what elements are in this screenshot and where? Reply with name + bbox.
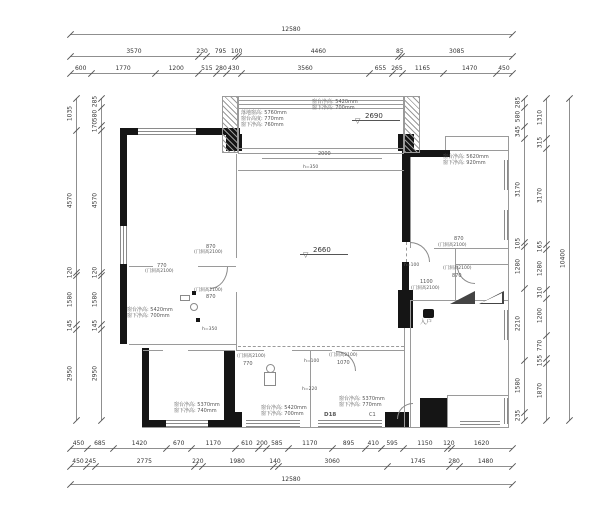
- dim-top-row2-value: 100: [230, 48, 243, 55]
- dim-top-row3-value: 515: [201, 65, 213, 72]
- dashed-line: [406, 242, 407, 262]
- thin-wall-line: [262, 158, 382, 159]
- dim-top-row3-value: 1470: [461, 65, 478, 72]
- dim-left-inner-value: 2950: [91, 366, 99, 382]
- dim-tick: [509, 53, 516, 60]
- window-symbol: [246, 420, 300, 427]
- wall-segment: [120, 264, 127, 344]
- dim-bottom-overall-line: [70, 484, 512, 485]
- balcony-width-dim: 2000: [318, 151, 331, 157]
- dim-left-inner-line: [101, 98, 102, 420]
- tr-room-note-line2: 窗下净高: 920mm: [443, 160, 486, 166]
- door-note-1100: (门洞高2100): [411, 286, 440, 291]
- dim-left-outer-value: 2950: [66, 366, 74, 382]
- dim-left-inner-value: 580: [91, 109, 99, 122]
- dim-top-row3-value: 1165: [414, 65, 431, 72]
- column-hatch: [404, 96, 420, 153]
- window-symbol: [504, 210, 510, 240]
- dim-top-row3-value: 430: [228, 65, 240, 72]
- dim-right-overall-value: 10400: [559, 248, 567, 269]
- dim-top-row2-value: 795: [214, 48, 227, 55]
- door-dim-870-mid: 870: [206, 294, 216, 300]
- bl-room-note-line2: 窗下净高: 740mm: [174, 408, 217, 414]
- column-hatch: [222, 96, 238, 153]
- thin-wall-line: [238, 170, 404, 171]
- dim-top-row3-value: 265: [391, 65, 403, 72]
- dim-tick: [509, 31, 516, 38]
- dim-right-mid-value: 155: [536, 354, 544, 366]
- thin-wall-line: [447, 395, 508, 396]
- bc-left-note-line2: 窗下净高: 700mm: [261, 411, 304, 417]
- thin-wall-line: [455, 264, 508, 265]
- dim-bottom-row1-value: 1170: [205, 440, 221, 447]
- bc-left-door-note: (门洞高2100): [237, 354, 266, 359]
- dim-right-mid-value: 1280: [536, 260, 544, 277]
- dim-right-inner-value: 2210: [514, 315, 522, 332]
- thin-wall-line: [352, 350, 404, 351]
- dim-right-inner-value: 580: [514, 110, 522, 123]
- balcony-step-note: h=350: [303, 165, 319, 170]
- step-note-bl: h=350: [202, 327, 218, 332]
- fixture-symbol: [264, 372, 276, 386]
- door-swing-arc: [210, 267, 228, 289]
- dim-bottom-row1-value: 685: [94, 440, 106, 447]
- dim-bottom-row1-value: 670: [172, 440, 185, 447]
- window-symbol: [166, 420, 208, 427]
- dim-right-overall-line: [569, 98, 570, 420]
- dim-right-mid-value: 315: [536, 136, 544, 149]
- step-note-entry: h=100: [404, 263, 420, 268]
- dim-top-row3-line: [70, 73, 512, 74]
- window-symbol: [120, 226, 127, 264]
- tr-room-note-line1: 窗台净高: 5620mm: [443, 154, 489, 160]
- dim-left-outer-value: 120: [66, 267, 74, 279]
- door-note-870-entry: (门洞高2100): [443, 266, 472, 271]
- dim-tick: [521, 417, 528, 424]
- balcony-note-line1: 窗台净高: 5420mm: [312, 99, 358, 105]
- thin-wall-line: [236, 292, 237, 350]
- door-note-870-right: (门洞高2100): [438, 243, 467, 248]
- dim-bottom-row1-value: 895: [342, 440, 355, 447]
- bc-right-door-note: (门洞高2100): [329, 353, 358, 358]
- dim-right-mid-value: 1200: [536, 308, 544, 324]
- thin-wall-line: [292, 350, 332, 351]
- entry-door-icon: [423, 309, 434, 318]
- dim-top-row2-value: 85: [396, 48, 404, 55]
- dim-bottom-row2-value: 3060: [324, 458, 340, 465]
- step-note-bc2: h=220: [302, 387, 318, 392]
- door-dim-870-right: 870: [454, 236, 464, 242]
- wall-segment: [142, 420, 166, 427]
- door-dim-870-entry: 870: [452, 273, 462, 279]
- living-note-line1: 窗台净高: 5420mm: [127, 307, 173, 313]
- door-note-870-top: (门洞高2100): [194, 250, 223, 255]
- wall-segment: [230, 412, 242, 427]
- dim-right-mid-value: 310: [536, 287, 544, 299]
- dim-bottom-row2-value: 450: [72, 458, 84, 465]
- dim-left-outer-value: 1035: [66, 105, 74, 122]
- dim-left-inner-value: 4570: [91, 192, 99, 208]
- dim-left-inner-value: 120: [91, 267, 99, 279]
- dim-left-outer-value: 145: [66, 320, 74, 332]
- dim-left-inner-value: 170: [91, 121, 99, 133]
- door-code-d18: D18: [324, 412, 337, 418]
- window-symbol: [504, 398, 510, 424]
- dim-tick: [543, 417, 550, 424]
- thin-wall-line: [238, 96, 239, 154]
- dim-left-inner-value: 1580: [91, 291, 99, 307]
- level-datum-icon: ▽: [303, 251, 309, 259]
- dim-right-inner-value: 285: [514, 96, 522, 108]
- dim-tick: [509, 481, 516, 488]
- fixture-symbol: [190, 303, 198, 311]
- dim-bottom-row1-value: 1420: [131, 440, 148, 447]
- dim-right-mid-value: 3170: [536, 187, 544, 204]
- dim-top-row3-value: 600: [74, 65, 87, 72]
- dashed-line: [238, 346, 404, 347]
- thin-wall-line: [188, 350, 235, 351]
- dim-tick: [509, 445, 516, 452]
- dim-top-row3-value: 655: [374, 65, 387, 72]
- bc-right-note-line1: 窗台净高: 5370mm: [339, 396, 385, 402]
- dim-bottom-row1-value: 410: [367, 440, 379, 447]
- dim-tick: [509, 463, 516, 470]
- step-note-bc1: h=100: [304, 359, 320, 364]
- dim-right-inner-value: 235: [514, 409, 522, 422]
- dim-bottom-row1-value: 610: [241, 440, 253, 447]
- window-code-c1: C1: [369, 412, 376, 418]
- thin-wall-line: [142, 427, 508, 428]
- thin-wall-line: [236, 154, 237, 258]
- thin-wall-line: [445, 136, 446, 150]
- dim-bottom-row2-value: 245: [84, 458, 97, 465]
- door-dim-1100: 1100: [420, 279, 433, 285]
- balcony-left-note-line3: 窗下净高: 760mm: [241, 122, 284, 128]
- bl-room-note-line1: 窗台净高: 5370mm: [174, 402, 220, 408]
- level-marker-main: [300, 246, 348, 259]
- thin-wall-line: [238, 148, 404, 149]
- dim-bottom-row1-value: 450: [72, 440, 85, 447]
- dim-top-row3-value: 1200: [168, 65, 184, 72]
- entry-label: 入户: [420, 319, 433, 326]
- door-note-770: (门洞高2100): [145, 269, 174, 274]
- dim-right-inner-line: [524, 98, 525, 420]
- door-note-870-mid: (门洞高2100): [194, 288, 223, 293]
- living-note-line2: 窗下净高: 700mm: [127, 313, 170, 319]
- dim-bottom-row2-value: 1745: [410, 458, 426, 465]
- thin-wall-line: [447, 395, 448, 428]
- window-symbol: [504, 310, 510, 340]
- dim-top-row3-value: 1770: [115, 65, 131, 72]
- dim-tick: [566, 417, 573, 424]
- wall-segment: [402, 150, 410, 242]
- thin-wall-line: [445, 136, 508, 137]
- bc-right-door-dim: 1070: [337, 360, 350, 366]
- level-value: 2690: [365, 112, 383, 120]
- window-symbol: [138, 128, 196, 135]
- dim-bottom-row1-value: 1170: [302, 440, 318, 447]
- dim-tick: [73, 417, 80, 424]
- dim-right-mid-value: 1310: [536, 109, 544, 126]
- dim-bottom-row1-value: 1620: [473, 440, 490, 447]
- dim-bottom-row2-value: 2775: [136, 458, 153, 465]
- dim-bottom-row1-value: 120: [443, 440, 455, 447]
- fixture-symbol: [180, 295, 190, 301]
- dim-top-row3-value: 3560: [297, 65, 313, 72]
- dim-bottom-row2-value: 1980: [229, 458, 245, 465]
- dim-bottom-overall-value: 12580: [281, 476, 301, 483]
- dim-bottom-row1-value: 1150: [417, 440, 433, 447]
- wall-segment: [196, 318, 200, 322]
- dim-top-row2-line: [70, 56, 512, 57]
- dim-left-outer-value: 1580: [66, 291, 74, 307]
- step-triangle-filled-icon: [450, 291, 475, 304]
- dim-top-row2-value: 230: [196, 48, 208, 55]
- dim-tick: [98, 417, 105, 424]
- dim-right-inner-value: 3170: [514, 181, 522, 198]
- dim-bottom-row1-value: 200: [256, 440, 268, 447]
- dim-bottom-row1-value: 585: [271, 440, 283, 447]
- wall-segment: [420, 398, 448, 427]
- bc-left-note-line1: 窗台净高: 5420mm: [261, 405, 307, 411]
- door-swing-arc: [410, 242, 430, 262]
- dim-bottom-row2-value: 280: [448, 458, 460, 465]
- dim-top-row2-value: 4460: [310, 48, 326, 55]
- dim-bottom-row2-value: 140: [269, 458, 281, 465]
- dim-left-inner-value: 285: [91, 96, 99, 108]
- dim-bottom-row1-value: 595: [386, 440, 398, 447]
- wall-segment: [142, 348, 149, 427]
- balcony-note-line2: 窗下净高: 700mm: [312, 105, 355, 111]
- thin-wall-line: [508, 136, 509, 428]
- dim-bottom-row2-value: 220: [192, 458, 204, 465]
- dim-right-mid-value: 770: [536, 340, 544, 352]
- door-dim-870-top: 870: [206, 244, 216, 250]
- level-value: 2660: [313, 246, 331, 254]
- thin-wall-line: [143, 350, 163, 351]
- dim-top-overall-value: 12580: [281, 26, 301, 33]
- dim-top-row2-value: 3085: [449, 48, 465, 55]
- dim-right-inner-value: 105: [514, 237, 522, 250]
- dim-top-row3-value: 450: [498, 65, 510, 72]
- wall-segment: [120, 128, 127, 226]
- thin-wall-line: [410, 157, 411, 248]
- thin-wall-line: [450, 150, 508, 151]
- thin-wall-line: [236, 350, 264, 351]
- dim-right-inner-value: 1580: [514, 378, 522, 394]
- bc-left-door-dim: 770: [243, 361, 253, 367]
- dim-bottom-row2-value: 1480: [477, 458, 494, 465]
- dim-top-row3-value: 280: [215, 65, 227, 72]
- window-symbol: [318, 420, 382, 427]
- door-swing-arc: [397, 403, 413, 419]
- balcony-left-note-line1: 落地窗高: 5760mm: [241, 110, 287, 116]
- dim-right-inner-value: 1280: [514, 258, 522, 274]
- level-datum-icon: ▽: [355, 117, 361, 125]
- dim-left-inner-value: 145: [91, 320, 99, 332]
- balcony-left-note-line2: 窗台高度: 770mm: [241, 116, 284, 122]
- thin-wall-line: [129, 344, 236, 345]
- dim-left-outer-value: 4570: [66, 192, 74, 208]
- dim-right-inner-value: 345: [514, 125, 522, 138]
- dim-left-outer-line: [76, 98, 77, 420]
- bc-right-note-line2: 窗下净高: 770mm: [339, 402, 382, 408]
- wall-segment: [224, 350, 235, 420]
- dim-bottom-row2-line: [70, 466, 512, 467]
- thin-wall-line: [238, 96, 404, 97]
- dim-top-row2-value: 3570: [126, 48, 142, 55]
- window-symbol: [504, 160, 510, 190]
- door-dim-770: 770: [157, 263, 167, 269]
- level-marker-upper: [352, 112, 400, 125]
- dim-right-mid-value: 1870: [536, 383, 544, 399]
- dim-right-mid-value: 165: [536, 240, 544, 253]
- dim-top-overall-line: [70, 34, 512, 35]
- thin-wall-line: [129, 266, 153, 267]
